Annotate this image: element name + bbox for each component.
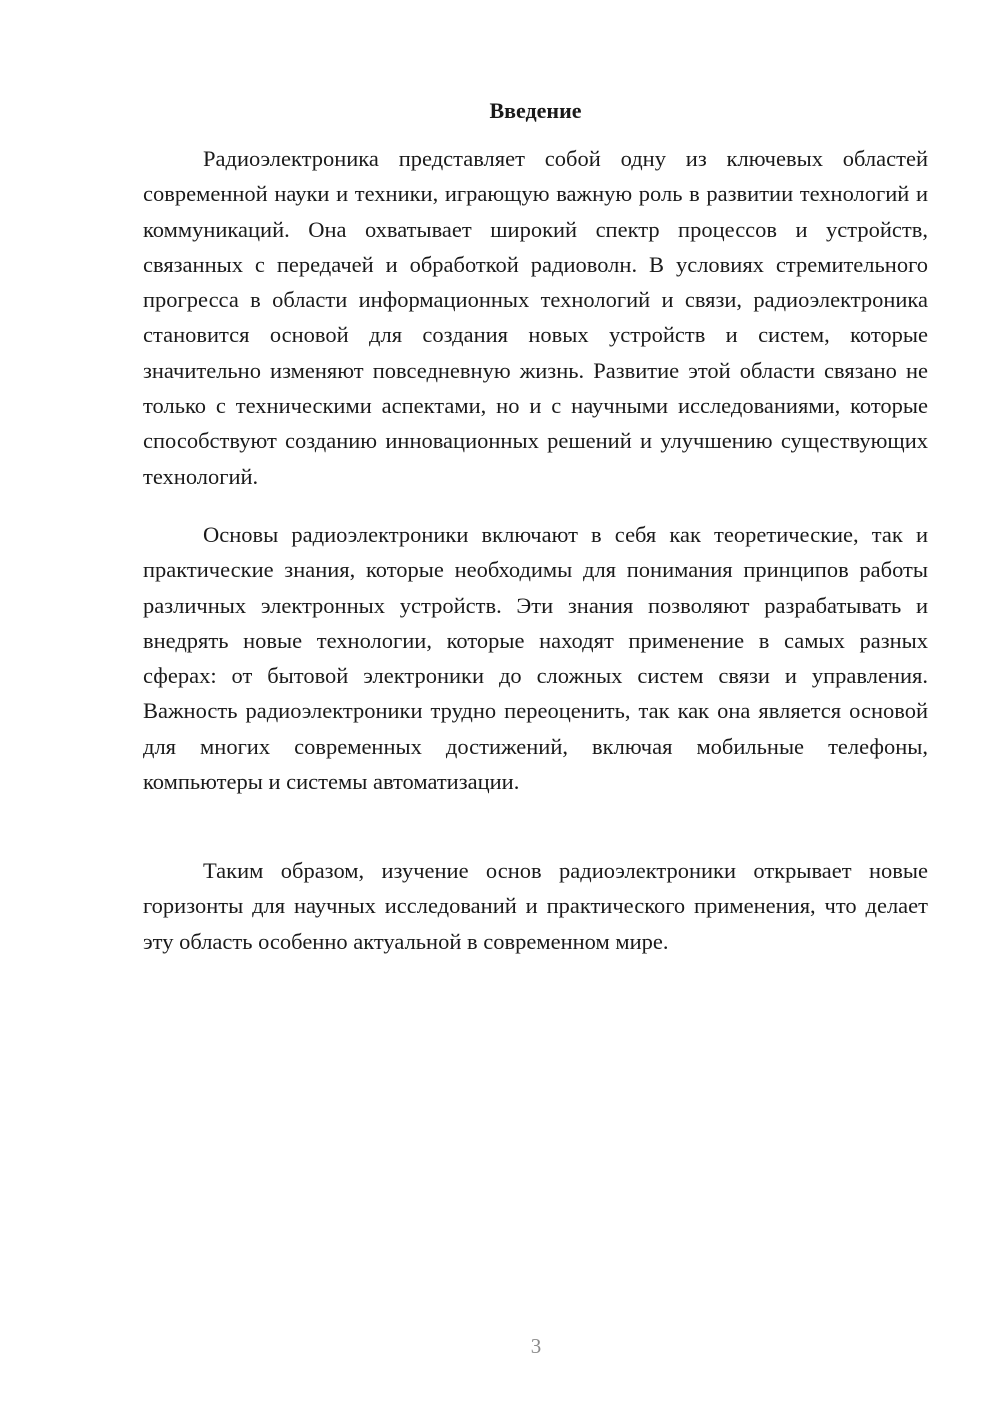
paragraph-2: Основы радиоэлектроники включают в себя как теоретические, так и практические знания, которые необходимы для понимания принципов работы различных электронных устройств. Эти знания позволяют разрабатывать и внедрять новые технологии, которые находят применение в самых разных сферах: от бытовой электроники до сложных систем связи и управления. Важность радиоэлектроники трудно переоценить, так как она является основой для многих современных достижений, включая мобильные телефоны, компьютеры и системы автоматизации.: [143, 522, 928, 795]
paragraph-3: Таким образом, изучение основ радиоэлектроники открывает новые горизонты для научных исследований и практического применения, что делает эту область особенно актуальной в современном мире.: [143, 858, 928, 954]
page-title: Введение: [489, 98, 582, 123]
paragraph-1: Радиоэлектроника представляет собой одну из ключевых областей современной науки и техники, играющую важную роль в развитии технологий и коммуникаций. Она охватывает широкий спектр процессов и устройств, связанных с передачей и обработкой радиоволн. В условиях стремительного прогресса в области информационных технологий и связи, радиоэлектроника становится основой для создания новых устройств и систем, которые значительно изменяют повседневную жизнь. Развитие этой области связано не только с техническими аспектами, но и с научными исследованиями, которые способствуют созданию инновационных решений и улучшению существующих технологий.: [143, 146, 928, 489]
page-number: 3: [530, 1334, 542, 1358]
